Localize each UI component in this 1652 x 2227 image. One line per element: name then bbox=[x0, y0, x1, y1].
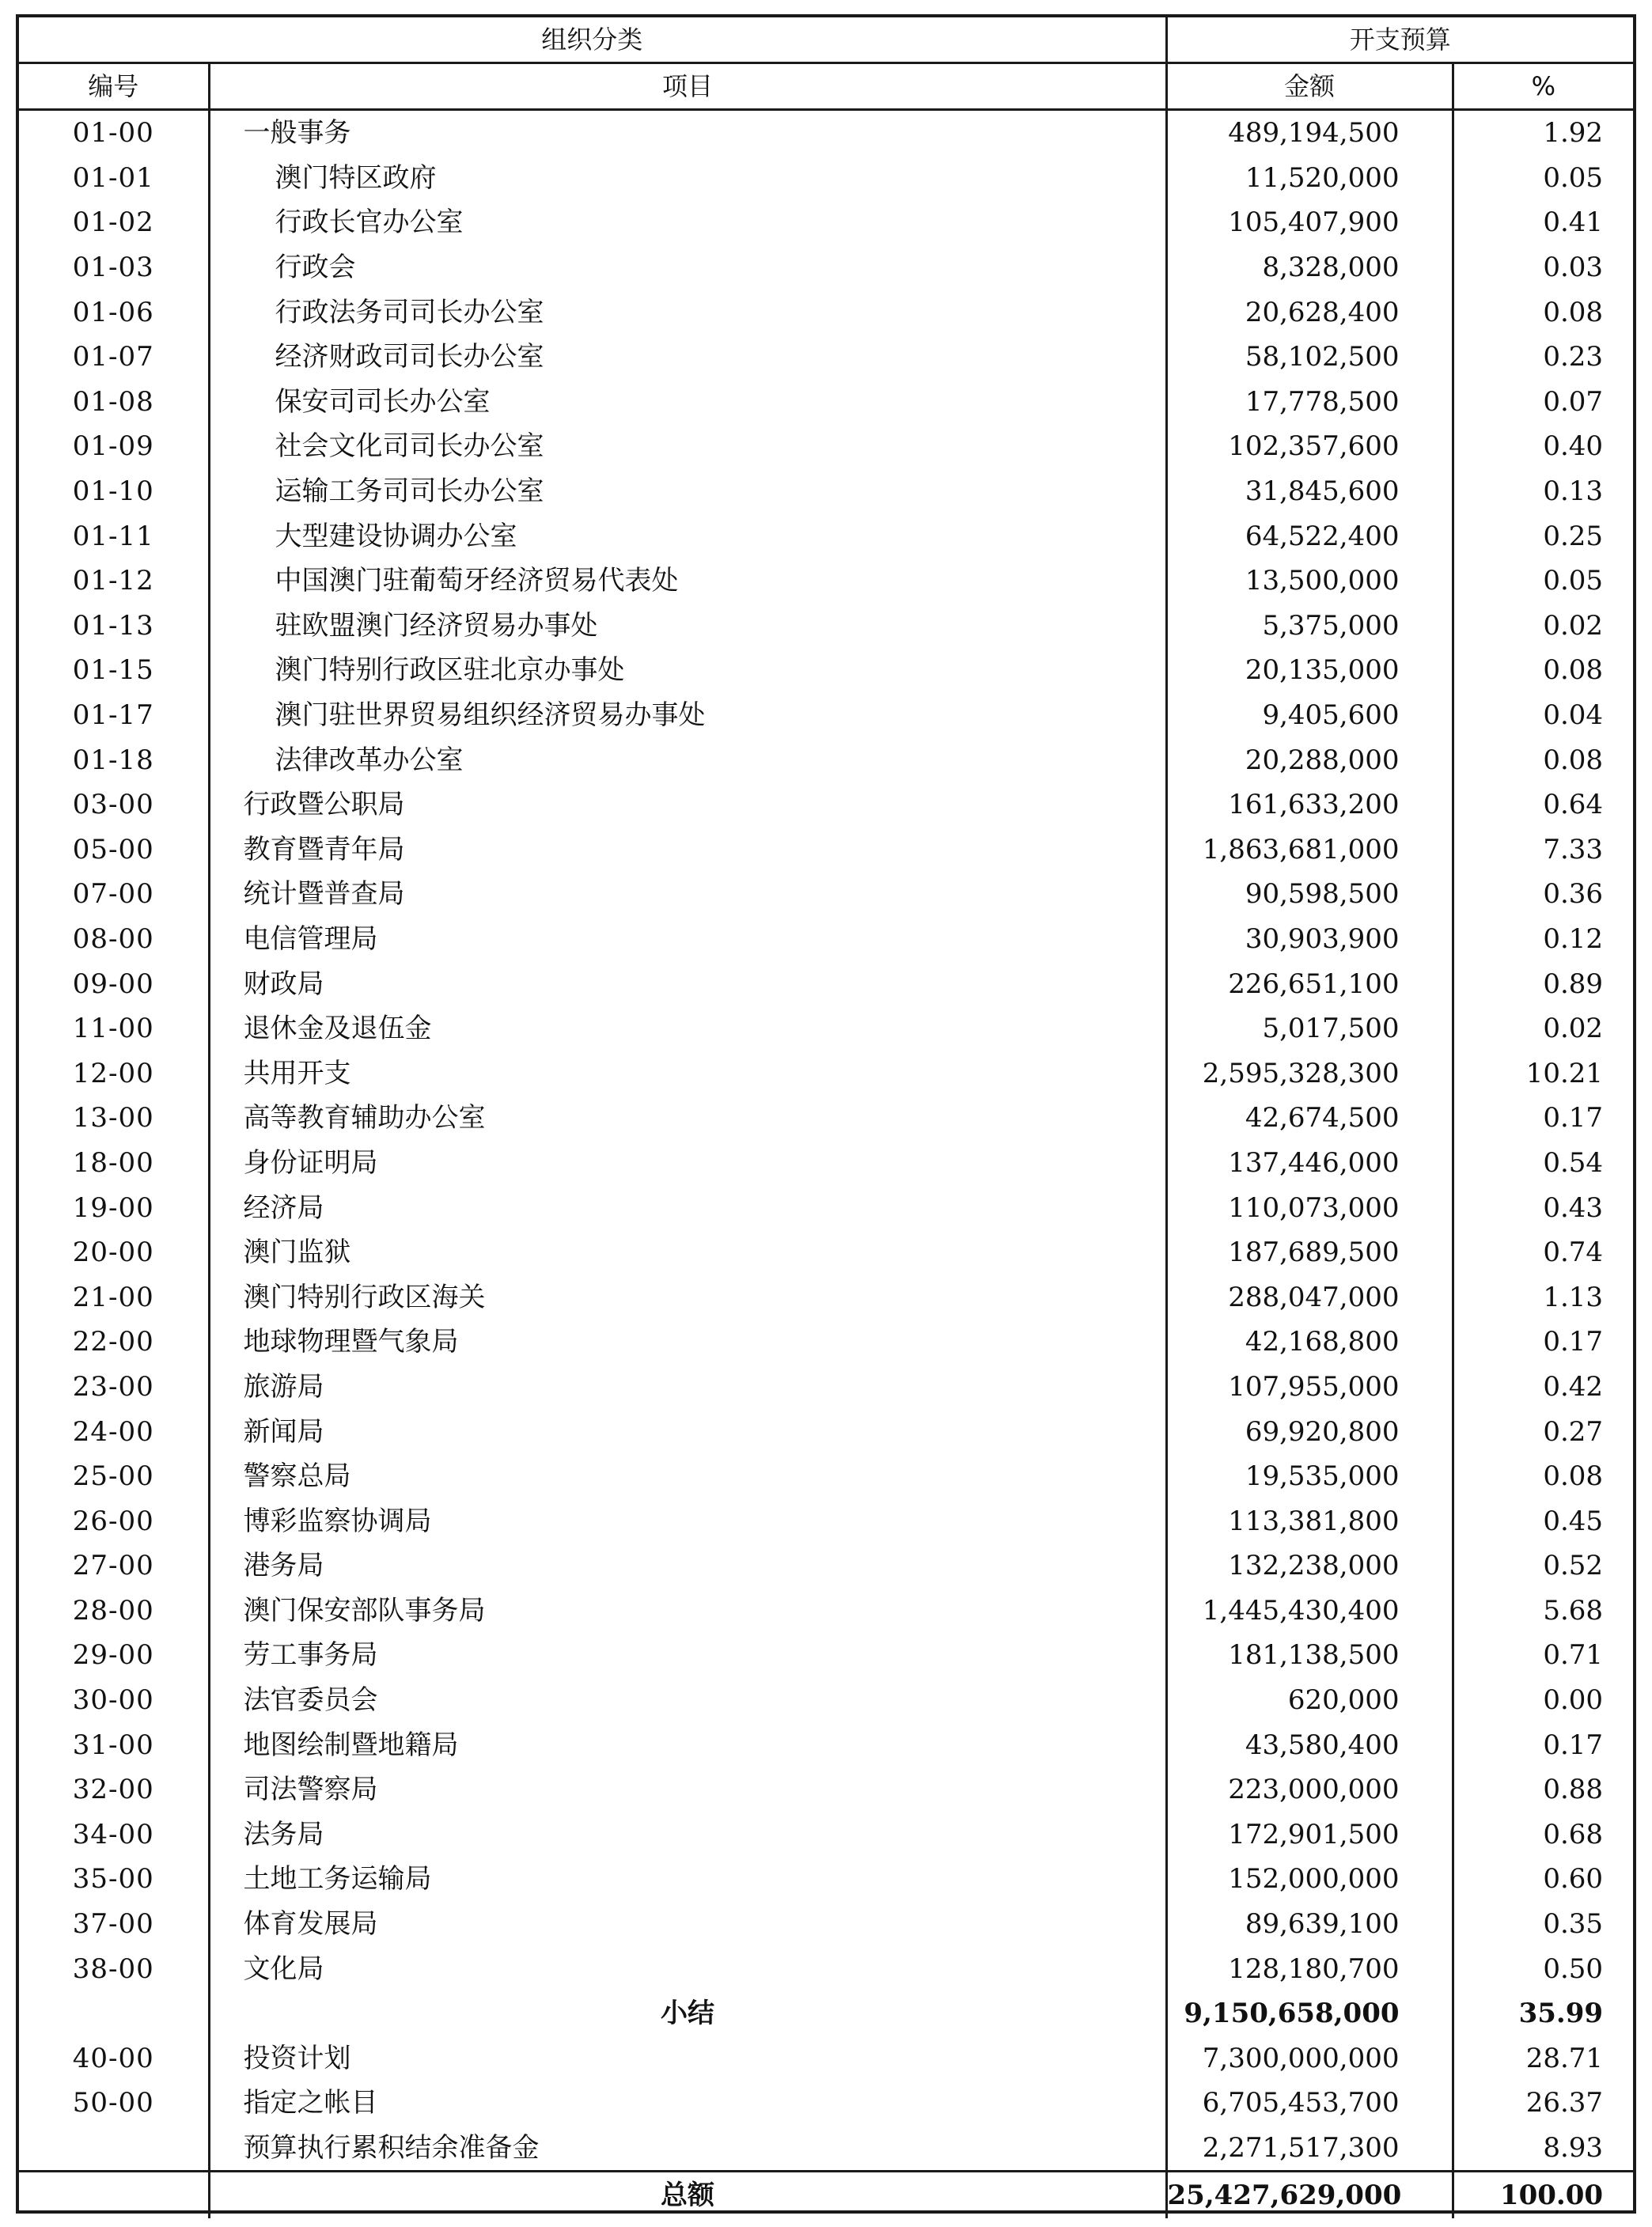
row-item-name: 财政局 bbox=[209, 961, 1166, 1006]
row-code: 37-00 bbox=[19, 1902, 209, 1947]
row-percent: 0.74 bbox=[1543, 1237, 1604, 1269]
row-item-name: 法务局 bbox=[209, 1812, 1166, 1858]
row-amount: 9,150,658,000 bbox=[1166, 1991, 1453, 2036]
row-code: 22-00 bbox=[19, 1320, 209, 1365]
table-row bbox=[19, 1543, 1633, 1589]
row-code: 50-00 bbox=[19, 2081, 209, 2126]
row-code: 26-00 bbox=[19, 1498, 209, 1543]
row-amount: 152,000,000 bbox=[1166, 1857, 1453, 1902]
row-amount: 1,445,430,400 bbox=[1166, 1589, 1453, 1634]
table-row bbox=[19, 1230, 1633, 1275]
table-row bbox=[19, 1274, 1633, 1320]
table-row bbox=[19, 335, 1633, 380]
row-code: 01-08 bbox=[19, 380, 209, 425]
row-code: 01-00 bbox=[19, 110, 209, 156]
row-code: 11-00 bbox=[19, 1006, 209, 1051]
row-amount: 9,405,600 bbox=[1166, 693, 1453, 738]
header-amount: 金额 bbox=[1166, 63, 1453, 110]
row-item-name: 经济财政司司长办公室 bbox=[209, 335, 1166, 380]
row-amount: 42,168,800 bbox=[1166, 1320, 1453, 1365]
row-item-name: 一般事务 bbox=[209, 110, 1166, 156]
row-code: 01-07 bbox=[19, 335, 209, 380]
row-percent: 10.21 bbox=[1525, 1057, 1604, 1089]
row-amount: 2,595,328,300 bbox=[1166, 1051, 1453, 1096]
table-row bbox=[19, 693, 1633, 738]
table-row bbox=[19, 1365, 1633, 1410]
row-percent: 0.36 bbox=[1543, 878, 1604, 911]
table-row bbox=[19, 513, 1633, 559]
row-amount: 223,000,000 bbox=[1166, 1767, 1453, 1812]
row-percent: 8.93 bbox=[1543, 2132, 1604, 2165]
row-amount: 90,598,500 bbox=[1166, 872, 1453, 917]
row-code: 18-00 bbox=[19, 1141, 209, 1186]
row-code: 05-00 bbox=[19, 828, 209, 873]
row-code: 21-00 bbox=[19, 1274, 209, 1320]
row-item-name: 港务局 bbox=[209, 1543, 1166, 1589]
row-amount: 42,674,500 bbox=[1166, 1096, 1453, 1141]
row-code: 01-12 bbox=[19, 559, 209, 604]
row-percent: 0.07 bbox=[1543, 385, 1604, 418]
row-amount: 288,047,000 bbox=[1166, 1274, 1453, 1320]
row-amount: 13,500,000 bbox=[1166, 559, 1453, 604]
row-item-name: 行政暨公职局 bbox=[209, 782, 1166, 828]
row-percent: 0.43 bbox=[1543, 1191, 1604, 1224]
row-code: 29-00 bbox=[19, 1633, 209, 1678]
row-item-name: 退休金及退伍金 bbox=[209, 1006, 1166, 1051]
row-percent: 0.03 bbox=[1543, 252, 1604, 284]
row-code: 01-01 bbox=[19, 156, 209, 201]
budget-table-body bbox=[19, 17, 1633, 2218]
row-amount: 132,238,000 bbox=[1166, 1543, 1453, 1589]
row-code: 30-00 bbox=[19, 1678, 209, 1723]
row-percent: 0.02 bbox=[1543, 1013, 1604, 1045]
table-row bbox=[19, 648, 1633, 693]
row-code bbox=[19, 1991, 209, 2036]
row-code: 01-06 bbox=[19, 290, 209, 335]
table-row bbox=[19, 782, 1633, 828]
row-code: 07-00 bbox=[19, 872, 209, 917]
table-row bbox=[19, 961, 1633, 1006]
table-row bbox=[19, 604, 1633, 649]
row-amount: 161,633,200 bbox=[1166, 782, 1453, 828]
row-amount: 105,407,900 bbox=[1166, 200, 1453, 245]
row-amount: 172,901,500 bbox=[1166, 1812, 1453, 1858]
row-amount: 6,705,453,700 bbox=[1166, 2081, 1453, 2126]
row-amount: 25,427,629,000 bbox=[1166, 2172, 1453, 2219]
row-code: 31-00 bbox=[19, 1722, 209, 1767]
row-item-name: 澳门特区政府 bbox=[209, 156, 1166, 201]
row-code: 25-00 bbox=[19, 1454, 209, 1499]
row-percent: 0.71 bbox=[1543, 1639, 1604, 1672]
row-percent: 0.68 bbox=[1543, 1818, 1604, 1850]
row-item-name: 大型建设协调办公室 bbox=[209, 513, 1166, 559]
subtotal-row bbox=[19, 1991, 1633, 2036]
row-amount: 11,520,000 bbox=[1166, 156, 1453, 201]
row-percent: 28.71 bbox=[1525, 2042, 1604, 2074]
row-percent: 100.00 bbox=[1453, 2172, 1633, 2219]
row-item-name: 澳门监狱 bbox=[209, 1230, 1166, 1275]
row-code: 38-00 bbox=[19, 1946, 209, 1991]
row-code: 01-10 bbox=[19, 469, 209, 514]
row-percent: 1.13 bbox=[1543, 1281, 1604, 1313]
row-item-name: 司法警察局 bbox=[209, 1767, 1166, 1812]
row-percent: 0.00 bbox=[1543, 1684, 1604, 1717]
row-amount: 7,300,000,000 bbox=[1166, 2036, 1453, 2081]
row-item-name: 教育暨青年局 bbox=[209, 828, 1166, 873]
table-row bbox=[19, 1589, 1633, 1634]
row-amount: 89,639,100 bbox=[1166, 1902, 1453, 1947]
row-code: 35-00 bbox=[19, 1857, 209, 1902]
row-percent: 0.88 bbox=[1543, 1774, 1604, 1806]
table-row bbox=[19, 1409, 1633, 1454]
row-code: 01-11 bbox=[19, 513, 209, 559]
row-percent: 0.89 bbox=[1543, 968, 1604, 1000]
row-code: 40-00 bbox=[19, 2036, 209, 2081]
row-percent: 0.42 bbox=[1543, 1370, 1604, 1403]
total-row bbox=[19, 2172, 1633, 2219]
row-amount: 489,194,500 bbox=[1166, 110, 1453, 156]
row-item-name: 新闻局 bbox=[209, 1409, 1166, 1454]
row-item-name: 行政法务司司长办公室 bbox=[209, 290, 1166, 335]
row-amount: 226,651,100 bbox=[1166, 961, 1453, 1006]
row-item-name: 澳门保安部队事务局 bbox=[209, 1589, 1166, 1634]
row-percent: 0.35 bbox=[1543, 1908, 1604, 1941]
row-percent: 0.04 bbox=[1543, 699, 1604, 732]
row-code: 01-02 bbox=[19, 200, 209, 245]
table-row bbox=[19, 1454, 1633, 1499]
header-row-columns bbox=[19, 63, 1633, 110]
row-amount: 110,073,000 bbox=[1166, 1185, 1453, 1230]
row-item-name: 共用开支 bbox=[209, 1051, 1166, 1096]
row-code: 12-00 bbox=[19, 1051, 209, 1096]
row-code: 23-00 bbox=[19, 1365, 209, 1410]
table-row bbox=[19, 917, 1633, 962]
header-row-group bbox=[19, 17, 1633, 63]
row-item-name: 预算执行累积结余准备金 bbox=[209, 2126, 1166, 2172]
row-code: 01-09 bbox=[19, 424, 209, 469]
row-item-name: 博彩监察协调局 bbox=[209, 1498, 1166, 1543]
table-row bbox=[19, 1498, 1633, 1543]
table-row bbox=[19, 1051, 1633, 1096]
row-item-name: 土地工务运输局 bbox=[209, 1857, 1166, 1902]
row-item-name: 投资计划 bbox=[209, 2036, 1166, 2081]
row-item-name: 中国澳门驻葡萄牙经济贸易代表处 bbox=[209, 559, 1166, 604]
row-item-name: 身份证明局 bbox=[209, 1141, 1166, 1186]
row-percent: 7.33 bbox=[1543, 833, 1604, 865]
row-amount: 187,689,500 bbox=[1166, 1230, 1453, 1275]
row-percent: 0.52 bbox=[1543, 1550, 1604, 1582]
table-row bbox=[19, 156, 1633, 201]
row-percent: 0.60 bbox=[1543, 1863, 1604, 1896]
row-code: 20-00 bbox=[19, 1230, 209, 1275]
table-row bbox=[19, 1857, 1633, 1902]
row-percent: 0.08 bbox=[1543, 296, 1604, 328]
header-percent: % bbox=[1453, 63, 1633, 110]
budget-table-frame bbox=[16, 14, 1636, 2214]
row-item-name: 驻欧盟澳门经济贸易办事处 bbox=[209, 604, 1166, 649]
row-percent: 5.68 bbox=[1543, 1594, 1604, 1627]
row-item-name: 总额 bbox=[209, 2172, 1166, 2219]
table-row bbox=[19, 1946, 1633, 1991]
row-code: 01-03 bbox=[19, 245, 209, 290]
table-row bbox=[19, 1320, 1633, 1365]
row-amount: 19,535,000 bbox=[1166, 1454, 1453, 1499]
row-amount: 107,955,000 bbox=[1166, 1365, 1453, 1410]
row-item-name: 警察总局 bbox=[209, 1454, 1166, 1499]
row-amount: 20,628,400 bbox=[1166, 290, 1453, 335]
row-percent: 26.37 bbox=[1525, 2087, 1604, 2119]
row-code: 01-13 bbox=[19, 604, 209, 649]
row-percent: 0.08 bbox=[1543, 1460, 1604, 1493]
row-code: 03-00 bbox=[19, 782, 209, 828]
table-row bbox=[19, 1678, 1633, 1723]
row-percent: 0.17 bbox=[1543, 1729, 1604, 1761]
row-amount: 8,328,000 bbox=[1166, 245, 1453, 290]
row-percent: 0.13 bbox=[1543, 475, 1604, 508]
row-amount: 58,102,500 bbox=[1166, 335, 1453, 380]
row-item-name: 社会文化司司长办公室 bbox=[209, 424, 1166, 469]
row-item-name: 小结 bbox=[209, 1991, 1166, 2036]
row-item-name: 文化局 bbox=[209, 1946, 1166, 1991]
table-row bbox=[19, 1141, 1633, 1186]
row-percent: 35.99 bbox=[1518, 1998, 1604, 2030]
row-code: 01-15 bbox=[19, 648, 209, 693]
row-amount: 102,357,600 bbox=[1166, 424, 1453, 469]
table-row bbox=[19, 1633, 1633, 1678]
row-item-name: 旅游局 bbox=[209, 1365, 1166, 1410]
row-code: 24-00 bbox=[19, 1409, 209, 1454]
row-amount: 43,580,400 bbox=[1166, 1722, 1453, 1767]
row-code: 28-00 bbox=[19, 1589, 209, 1634]
table-row bbox=[19, 2081, 1633, 2126]
row-code bbox=[19, 2126, 209, 2172]
table-row bbox=[19, 1902, 1633, 1947]
budget-table bbox=[19, 17, 1633, 2218]
table-row bbox=[19, 1006, 1633, 1051]
row-item-name: 高等教育辅助办公室 bbox=[209, 1096, 1166, 1141]
row-amount: 20,135,000 bbox=[1166, 648, 1453, 693]
table-row bbox=[19, 245, 1633, 290]
row-amount: 64,522,400 bbox=[1166, 513, 1453, 559]
row-amount: 2,271,517,300 bbox=[1166, 2126, 1453, 2172]
row-code: 19-00 bbox=[19, 1185, 209, 1230]
row-item-name: 澳门特别行政区海关 bbox=[209, 1274, 1166, 1320]
row-amount: 128,180,700 bbox=[1166, 1946, 1453, 1991]
row-item-name: 澳门特别行政区驻北京办事处 bbox=[209, 648, 1166, 693]
header-code: 编号 bbox=[19, 63, 209, 110]
row-percent: 0.27 bbox=[1543, 1415, 1604, 1448]
row-item-name: 行政会 bbox=[209, 245, 1166, 290]
row-percent: 0.08 bbox=[1543, 744, 1604, 776]
header-item: 项目 bbox=[209, 63, 1166, 110]
row-percent: 0.08 bbox=[1543, 654, 1604, 687]
row-amount: 620,000 bbox=[1166, 1678, 1453, 1723]
row-amount: 1,863,681,000 bbox=[1166, 828, 1453, 873]
row-amount: 5,017,500 bbox=[1166, 1006, 1453, 1051]
row-item-name: 经济局 bbox=[209, 1185, 1166, 1230]
row-percent: 0.64 bbox=[1543, 789, 1604, 821]
row-percent: 1.92 bbox=[1543, 117, 1604, 150]
row-amount: 31,845,600 bbox=[1166, 469, 1453, 514]
row-percent: 0.17 bbox=[1543, 1326, 1604, 1358]
row-amount: 17,778,500 bbox=[1166, 380, 1453, 425]
row-amount: 20,288,000 bbox=[1166, 737, 1453, 782]
row-item-name: 法官委员会 bbox=[209, 1678, 1166, 1723]
table-row bbox=[19, 380, 1633, 425]
row-item-name: 指定之帐目 bbox=[209, 2081, 1166, 2126]
row-code: 32-00 bbox=[19, 1767, 209, 1812]
table-row bbox=[19, 559, 1633, 604]
row-percent: 0.40 bbox=[1543, 430, 1604, 463]
row-code: 01-18 bbox=[19, 737, 209, 782]
table-row bbox=[19, 110, 1633, 156]
row-item-name: 统计暨普查局 bbox=[209, 872, 1166, 917]
row-item-name: 保安司司长办公室 bbox=[209, 380, 1166, 425]
table-row bbox=[19, 290, 1633, 335]
row-percent: 0.05 bbox=[1543, 161, 1604, 194]
table-row bbox=[19, 828, 1633, 873]
table-row bbox=[19, 1812, 1633, 1858]
row-code: 01-17 bbox=[19, 693, 209, 738]
header-organization-classification: 组织分类 bbox=[19, 17, 1166, 63]
row-percent: 0.02 bbox=[1543, 609, 1604, 642]
table-row bbox=[19, 1185, 1633, 1230]
row-amount: 137,446,000 bbox=[1166, 1141, 1453, 1186]
table-row bbox=[19, 737, 1633, 782]
table-row bbox=[19, 469, 1633, 514]
table-row bbox=[19, 1722, 1633, 1767]
row-item-name: 法律改革办公室 bbox=[209, 737, 1166, 782]
row-item-name: 地图绘制暨地籍局 bbox=[209, 1722, 1166, 1767]
row-amount: 181,138,500 bbox=[1166, 1633, 1453, 1678]
table-row bbox=[19, 2126, 1633, 2172]
row-percent: 0.05 bbox=[1543, 565, 1604, 597]
row-amount: 113,381,800 bbox=[1166, 1498, 1453, 1543]
row-code: 27-00 bbox=[19, 1543, 209, 1589]
row-item-name: 行政长官办公室 bbox=[209, 200, 1166, 245]
row-amount: 30,903,900 bbox=[1166, 917, 1453, 962]
row-percent: 0.41 bbox=[1543, 206, 1604, 239]
row-percent: 0.17 bbox=[1543, 1102, 1604, 1134]
row-code bbox=[19, 2172, 209, 2219]
row-amount: 5,375,000 bbox=[1166, 604, 1453, 649]
table-row bbox=[19, 1767, 1633, 1812]
row-code: 09-00 bbox=[19, 961, 209, 1006]
row-code: 34-00 bbox=[19, 1812, 209, 1858]
row-percent: 0.54 bbox=[1543, 1146, 1604, 1179]
table-row bbox=[19, 2036, 1633, 2081]
row-item-name: 体育发展局 bbox=[209, 1902, 1166, 1947]
row-code: 13-00 bbox=[19, 1096, 209, 1141]
row-item-name: 澳门驻世界贸易组织经济贸易办事处 bbox=[209, 693, 1166, 738]
table-row bbox=[19, 1096, 1633, 1141]
row-item-name: 运输工务司司长办公室 bbox=[209, 469, 1166, 514]
row-item-name: 电信管理局 bbox=[209, 917, 1166, 962]
row-percent: 0.23 bbox=[1543, 341, 1604, 373]
table-row bbox=[19, 872, 1633, 917]
row-percent: 0.50 bbox=[1543, 1952, 1604, 1985]
row-percent: 0.25 bbox=[1543, 520, 1604, 552]
row-code: 08-00 bbox=[19, 917, 209, 962]
row-percent: 0.45 bbox=[1543, 1505, 1604, 1537]
row-percent: 0.12 bbox=[1543, 922, 1604, 955]
table-row bbox=[19, 424, 1633, 469]
row-amount: 69,920,800 bbox=[1166, 1409, 1453, 1454]
row-item-name: 地球物理暨气象局 bbox=[209, 1320, 1166, 1365]
header-expenditure-budget: 开支预算 bbox=[1166, 17, 1633, 63]
table-row bbox=[19, 200, 1633, 245]
row-item-name: 劳工事务局 bbox=[209, 1633, 1166, 1678]
